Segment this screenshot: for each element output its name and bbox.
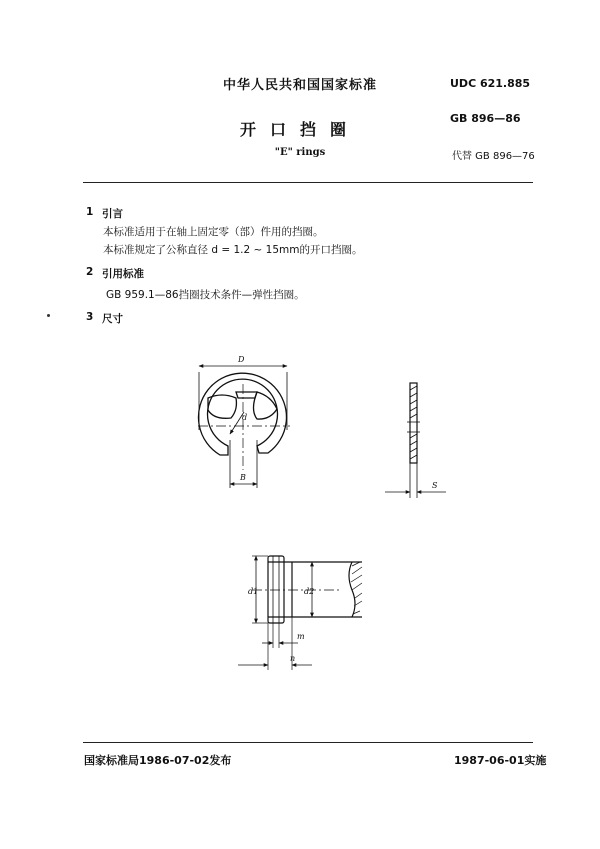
replaces-note: 代替 GB 896—76 (452, 151, 535, 162)
label-m: m (297, 632, 305, 641)
label-d2: d2 (304, 587, 315, 596)
udc-code: UDC 621.885 (450, 77, 531, 90)
effective-date: 1987-06-01实施 (454, 754, 547, 767)
section-1-paragraph-1: 本标准适用于在轴上固定零（部）件用的挡圈。 (103, 226, 324, 238)
label-d1: d1 (248, 587, 259, 596)
section-1-number: 1 (86, 206, 94, 218)
section-2-number: 2 (86, 266, 94, 278)
label-n: n (290, 654, 296, 663)
label-B: B (240, 473, 246, 482)
english-subtitle: "E" rings (274, 147, 326, 158)
label-S: S (432, 481, 438, 490)
section-1-paragraph-2: 本标准规定了公称直径 d = 1.2 ~ 15mm的开口挡圈。 (103, 244, 363, 256)
section-3-title: 尺寸 (102, 313, 123, 325)
section-2-paragraph-1: GB 959.1—86挡圈技术条件—弹性挡圈。 (106, 289, 305, 301)
document-title: 开口挡圈 (239, 120, 360, 139)
issuer-date: 国家标准局1986-07-02发布 (84, 754, 232, 767)
label-d: d (242, 413, 248, 422)
e-ring-front-view (198, 366, 290, 488)
label-D: D (238, 355, 245, 364)
standard-number: GB 896—86 (450, 112, 521, 125)
section-3-number: 3 (86, 311, 94, 323)
section-1-title: 引言 (102, 208, 123, 220)
section-2-title: 引用标准 (102, 268, 144, 280)
footer-divider (83, 742, 533, 743)
shaft-groove-view (238, 556, 362, 670)
standard-name: 中华人民共和国国家标准 (222, 78, 377, 93)
